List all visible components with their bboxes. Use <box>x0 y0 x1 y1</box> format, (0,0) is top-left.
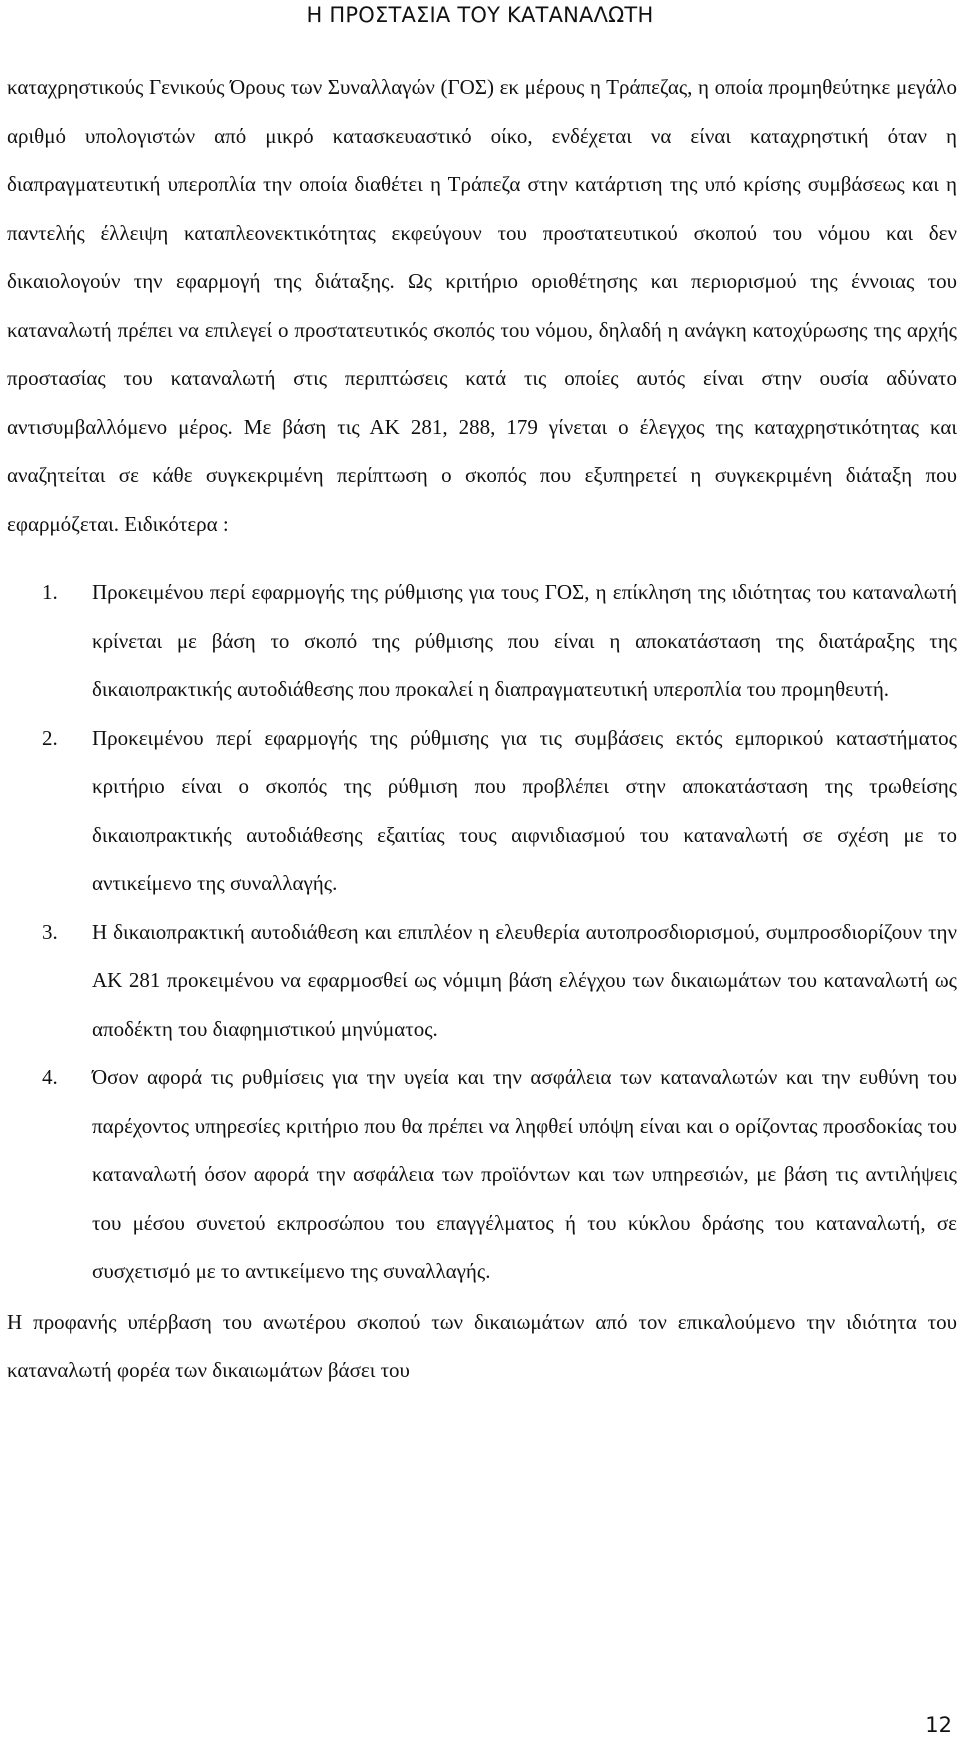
criteria-item-text: Όσον αφορά τις ρυθμίσεις για την υγεία και την ασφάλεια των καταναλωτών και την ευθύνη του παρέχοντος υπηρεσίες κριτήριο που θα πρέπει να ληφθεί υπόψη είναι και ο ορίζοντας προσδοκίας του καταναλωτή όσον αφορά την ασφάλεια των προϊόντων και των υπηρεσιών, με βάση τις αντιλήψεις του μέσου συνετού εκπροσώπου του επαγγέλματος ή του κύκλου δράσης του καταναλωτή, σε συσχετισμό με το αντικείμενο της συναλλαγής. <box>92 1065 957 1283</box>
page-header-title: Η ΠΡΟΣΤΑΣΙΑ ΤΟΥ ΚΑΤΑΝΑΛΩΤΗ <box>306 3 654 27</box>
criteria-item-3 <box>7 908 957 1054</box>
criteria-item-text: Προκειμένου περί εφαρμογής της ρύθμισης για τους ΓΟΣ, η επίκληση της ιδιότητας του καταναλωτή κρίνεται με βάση το σκοπό της ρύθμισης που είναι η αποκατάσταση της διατάραξης της δικαιοπρακτικής αυτοδιάθεσης που προκαλεί η διαπραγματευτική υπεροπλία του προμηθευτή. <box>92 580 957 701</box>
document-body <box>7 63 957 1395</box>
criteria-list <box>7 568 957 1296</box>
criteria-item-number: 3. <box>42 919 58 944</box>
criteria-item-4 <box>7 1053 957 1296</box>
criteria-item-number: 4. <box>42 1065 58 1089</box>
closing-paragraph: Η προφανής υπέρβαση του ανωτέρου σκοπού των δικαιωμάτων από τον επικαλούμενο την ιδιότητα του καταναλωτή φορέα των δικαιωμάτων βάσει του <box>7 1309 957 1382</box>
page-header <box>0 0 960 29</box>
intro-paragraph: καταχρηστικούς Γενικούς Όρους των Συναλλαγών (ΓΟΣ) εκ μέρους η Τράπεζας, η οποία προμηθεύτηκε μεγάλο αριθμό υπολογιστών από μικρό κατασκευαστικό οίκο, ενδέχεται να είναι καταχρηστική όταν η διαπραγματευτική υπεροπλία την οποία διαθέτει η Τράπεζα στην κατάρτιση της υπό κρίσης συμβάσεως και η παντελής έλλειψη καταπλεονεκτικότητας εκφεύγουν του προστατευτικού σκοπού του νόμου και δεν δικαιολογούν την εφαρμογή της διάταξης. Ως κριτήριο οριοθέτησης και περιορισμού της έννοιας του καταναλωτή πρέπει να επιλεγεί ο προστατευτικός σκοπός του νόμου, δηλαδή η ανάγκη κατοχύρωσης της αρχής προστασίας του καταναλωτή στις περιπτώσεις κατά τις οποίες αυτός είναι στην ουσία αδύνατο αντισυμβαλλόμενο μέρος. Με βάση τις ΑΚ 281, 288, 179 γίνεται ο έλεγχος της καταχρηστικότητας και αναζητείται σε κάθε συγκεκριμένη περίπτωση ο σκοπός που εξυπηρετεί η συγκεκριμένη διάταξη που εφαρμόζεται. Ειδικότερα : <box>7 75 957 536</box>
criteria-item-1 <box>7 568 957 714</box>
criteria-item-text: Προκειμένου περί εφαρμογής της ρύθμισης για τις συμβάσεις εκτός εμπορικού καταστήματος κριτήριο είναι ο σκοπός της ρύθμιση που προβλέπει στην αποκατάσταση της τρωθείσης δικαιοπρακτικής αυτοδιάθεσης εξαιτίας τους αιφνιδιασμού του καταναλωτή σε σχέση με το αντικείμενο της συναλλαγής. <box>92 725 957 895</box>
criteria-item-text: Η δικαιοπρακτική αυτοδιάθεση και επιπλέον η ελευθερία αυτοπροσδιορισμού, συμπροσδιορίζουν την ΑΚ 281 προκειμένου να εφαρμοσθεί ως νόμιμη βάση ελέγχου των δικαιωμάτων του καταναλωτή ως αποδέκτη του διαφημιστικού μηνύματος. <box>92 919 957 1041</box>
criteria-item-number: 1. <box>42 580 58 604</box>
criteria-item-number: 2. <box>42 725 58 750</box>
page-number: 12 <box>925 1713 952 1737</box>
criteria-item-2 <box>7 714 957 908</box>
